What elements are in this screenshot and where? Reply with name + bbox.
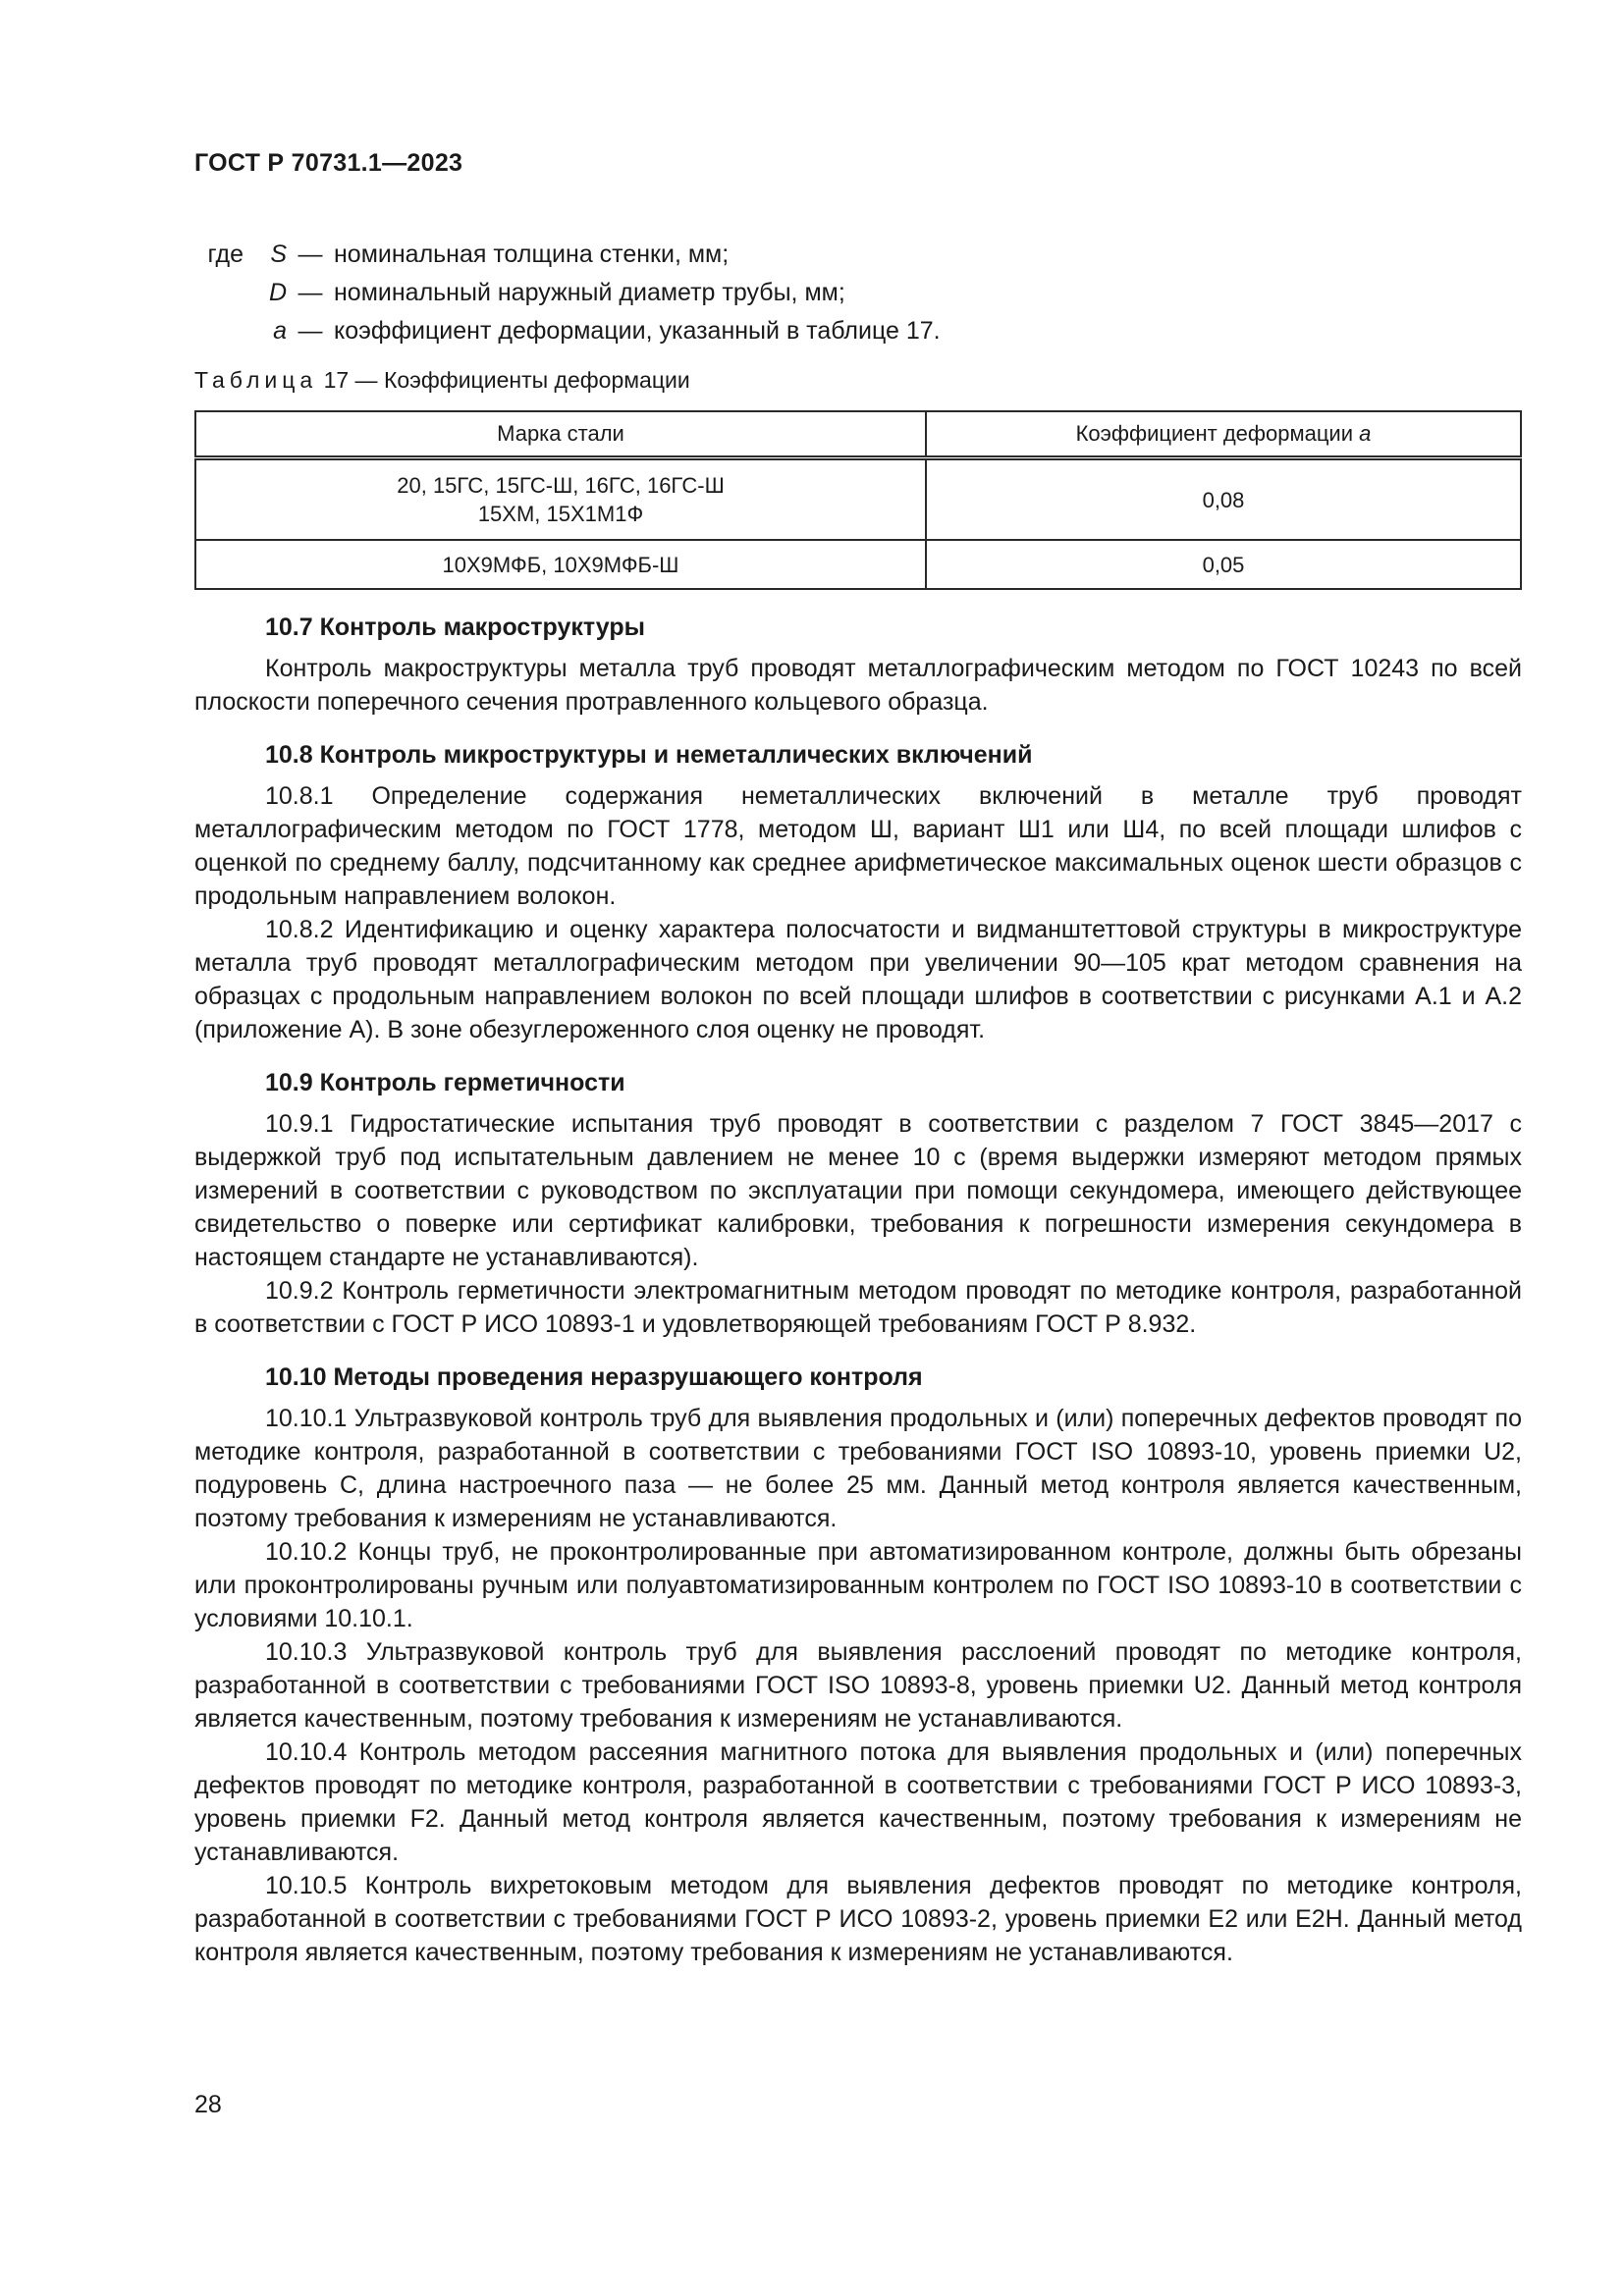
header-steel-grade: Марка стали: [195, 411, 926, 458]
header-coefficient-symbol: a: [1359, 421, 1372, 446]
legend-text: номинальный наружный диаметр трубы, мм;: [334, 279, 845, 306]
legend-symbol: D: [268, 279, 287, 306]
legend-row: [194, 274, 941, 312]
page-number: 28: [194, 2091, 222, 2118]
cell-coefficient: 0,05: [926, 540, 1521, 589]
legend-lead: где: [207, 240, 244, 268]
section-heading-10-8: 10.8 Контроль микроструктуры и неметаллических включений: [265, 741, 1033, 769]
table-row: [195, 458, 1521, 541]
paragraph: Контроль макроструктуры металла труб проводят металлографическим методом по ГОСТ 10243 по всей плоскости поперечного сечения протравленного кольцевого образца.: [194, 655, 1522, 716]
section-heading-10-10: 10.10 Методы проведения неразрушающего контроля: [265, 1363, 923, 1391]
legend-symbol: a: [273, 317, 287, 345]
table-caption-word: Таблица: [194, 367, 318, 393]
legend-dash: —: [298, 279, 323, 306]
legend-dash: —: [298, 317, 323, 345]
section-heading-10-7: 10.7 Контроль макроструктуры: [265, 614, 645, 641]
cell-steel-grade: 20, 15ГС, 15ГС-Ш, 16ГС, 16ГС-Ш 15ХМ, 15Х1М1Ф: [195, 458, 926, 541]
header-coefficient: Коэффициент деформации a: [926, 411, 1521, 458]
paragraph: 10.10.3 Ультразвуковой контроль труб для выявления расслоений проводят по методике контроля, разработанной в соответствии с требованиями ГОСТ ISO 10893-8, уровень приемки U2. Данный метод контроля является качественным, поэтому требования к измерениям не устанавливаются.: [194, 1638, 1522, 1733]
table-row: [195, 540, 1521, 589]
section-heading-10-9: 10.9 Контроль герметичности: [265, 1069, 625, 1096]
document-header: ГОСТ Р 70731.1—2023: [194, 149, 463, 177]
legend-dash: —: [298, 240, 323, 268]
paragraph: 10.9.2 Контроль герметичности электромагнитным методом проводят по методике контроля, разработанной в соответствии с ГОСТ Р ИСО 10893-1 и удовлетворяющей требованиям ГОСТ Р 8.932.: [194, 1277, 1522, 1338]
paragraph: 10.8.1 Определение содержания неметаллических включений в металле труб проводят металлографическим методом по ГОСТ 1778, методом Ш, вариант Ш1 или Ш4, по всей площади шлифов с оценкой по среднему баллу, подсчитанному как среднее арифметическое максимальных оценок шести образцов с продольным направлением волокон.: [194, 782, 1522, 910]
paragraph: 10.9.1 Гидростатические испытания труб проводят в соответствии с разделом 7 ГОСТ 3845—2017 с выдержкой труб под испытательным давлением не менее 10 с (время выдержки измеряют методом прямых измерений в соответствии с руководством по эксплуатации при помощи секундомера, имеющего действующее свидетельство о поверке или сертификат калибровки, требования к погрешности измерения секундомера в настоящем стандарте не устанавливаются).: [194, 1110, 1522, 1271]
table-header-row: [195, 411, 1521, 458]
cell-steel-grade: 10Х9МФБ, 10Х9МФБ-Ш: [195, 540, 926, 589]
document-body: [194, 611, 1522, 1969]
paragraph: 10.10.5 Контроль вихретоковым методом для выявления дефектов проводят по методике контроля, разработанной в соответствии с требованиями ГОСТ Р ИСО 10893-2, уровень приемки Е2 или Е2Н. Данный метод контроля является качественным, поэтому требования к измерениям не устанавливаются.: [194, 1872, 1522, 1966]
cell-coefficient: 0,08: [926, 458, 1521, 541]
legend-text: номинальная толщина стенки, мм;: [334, 240, 730, 268]
table-caption-title: 17 — Коэффициенты деформации: [323, 367, 690, 393]
legend-symbol: S: [270, 240, 287, 268]
formula-legend: [194, 236, 941, 350]
table-caption: [194, 367, 690, 394]
paragraph: 10.10.1 Ультразвуковой контроль труб для выявления продольных и (или) поперечных дефектов проводят по методике контроля, разработанной в соответствии с требованиями ГОСТ ISO 10893-10, уровень приемки U2, подуровень С, длина настроечного паза — не более 25 мм. Данный метод контроля является качественным, поэтому требования к измерениям не устанавливаются.: [194, 1405, 1522, 1532]
paragraph: 10.10.2 Концы труб, не проконтролированные при автоматизированном контроле, должны быть обрезаны или проконтролированы ручным или полуавтоматизированным контролем по ГОСТ ISO 10893-10 в соответствии с условиями 10.10.1.: [194, 1538, 1522, 1632]
deformation-coefficients-table: [194, 410, 1522, 590]
legend-text: коэффициент деформации, указанный в таблице 17.: [334, 317, 941, 345]
legend-row: [194, 236, 941, 274]
paragraph: 10.10.4 Контроль методом рассеяния магнитного потока для выявления продольных и (или) поперечных дефектов проводят по методике контроля, разработанной в соответствии с требованиями ГОСТ Р ИСО 10893-3, уровень приемки F2. Данный метод контроля является качественным, поэтому требования к измерениям не устанавливаются.: [194, 1738, 1522, 1866]
legend-row: [194, 312, 941, 350]
paragraph: 10.8.2 Идентификацию и оценку характера полосчатости и видманштеттовой структуры в микроструктуре металла труб проводят металлографическим методом при увеличении 90—105 крат методом сравнения на образцах с продольным направлением волокон по всей площади шлифов в соответствии с рисунками А.1 и А.2 (приложение А). В зоне обезуглероженного слоя оценку не проводят.: [194, 916, 1522, 1043]
